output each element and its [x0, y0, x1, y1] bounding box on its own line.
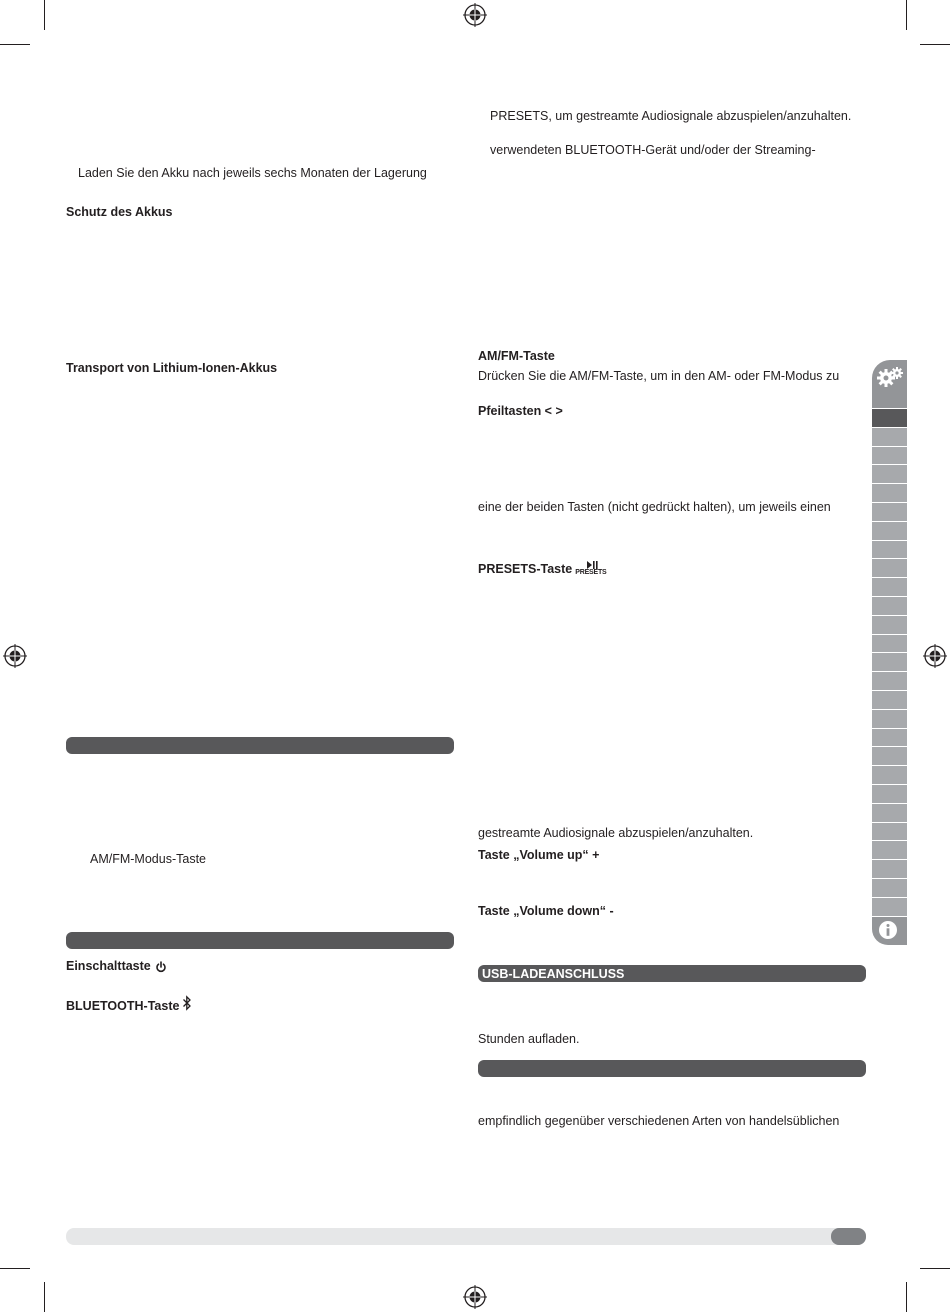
crop-mark — [920, 44, 950, 45]
side-tab[interactable] — [872, 747, 907, 766]
page-number-pill — [831, 1228, 866, 1245]
power-icon — [155, 961, 167, 973]
crop-mark — [906, 0, 907, 30]
amfm-mode-label: AM/FM-Modus-Taste — [90, 852, 206, 866]
side-tab[interactable] — [872, 672, 907, 691]
section-bar — [66, 932, 454, 949]
one-key-line: eine der beiden Tasten (nicht gedrückt halten), um jeweils einen — [478, 500, 831, 514]
side-tab[interactable] — [872, 503, 907, 522]
info-icon — [878, 920, 898, 940]
gear-icon — [875, 365, 905, 389]
section-bar — [66, 737, 454, 754]
side-tab[interactable] — [872, 860, 907, 879]
presets-play-line: PRESETS, um gestreamte Audiosignale abzuspielen/anzuhalten. — [490, 109, 852, 123]
hours-line: Stunden aufladen. — [478, 1032, 580, 1046]
side-tab[interactable] — [872, 898, 907, 917]
side-tab[interactable] — [872, 766, 907, 785]
charge-instruction: Laden Sie den Akku nach jeweils sechs Monaten der Lagerung — [78, 166, 427, 180]
section-bar-usb — [478, 965, 866, 982]
side-tab[interactable] — [872, 522, 907, 541]
crop-mark — [0, 44, 30, 45]
crop-mark — [906, 1282, 907, 1312]
sensitive-line: empfindlich gegenüber verschiedenen Arten von handelsüblichen — [478, 1114, 840, 1128]
registration-mark-icon — [463, 3, 487, 27]
heading-volume-up: Taste „Volume up“ + — [478, 848, 600, 862]
presets-icon-label: PRESETS — [575, 569, 607, 576]
crop-mark — [44, 0, 45, 30]
side-tab[interactable] — [872, 841, 907, 860]
side-tab[interactable] — [872, 729, 907, 748]
heading-bluetooth-button — [66, 998, 192, 1014]
registration-mark-icon — [3, 644, 27, 668]
side-tab[interactable] — [872, 691, 907, 710]
streamed-audio-line: gestreamte Audiosignale abzuspielen/anzuhalten. — [478, 826, 754, 840]
side-tab[interactable] — [872, 541, 907, 560]
side-tab[interactable] — [872, 447, 907, 466]
heading-volume-down: Taste „Volume down“ - — [478, 904, 614, 918]
side-tab-info[interactable] — [872, 917, 907, 945]
side-tab[interactable] — [872, 409, 907, 428]
side-tab[interactable] — [872, 428, 907, 447]
heading-battery-protection: Schutz des Akkus — [66, 205, 173, 219]
section-bar — [478, 1060, 866, 1077]
side-tab[interactable] — [872, 465, 907, 484]
side-tab[interactable] — [872, 597, 907, 616]
bluetooth-icon — [182, 995, 192, 1011]
side-tab[interactable] — [872, 559, 907, 578]
heading-power-button — [66, 959, 167, 974]
heading-battery-transport: Transport von Lithium-Ionen-Akkus — [66, 361, 278, 375]
heading-presets-label: PRESETS-Taste — [478, 562, 573, 576]
crop-mark — [0, 1268, 30, 1269]
side-tab-gear[interactable] — [872, 360, 907, 409]
footer-bar — [66, 1228, 866, 1245]
registration-mark-icon — [463, 1285, 487, 1309]
side-tab[interactable] — [872, 710, 907, 729]
side-tab[interactable] — [872, 653, 907, 672]
amfm-press-line: Drücken Sie die AM/FM-Taste, um in den AM- oder FM-Modus zu — [478, 369, 840, 383]
play-pause-icon — [575, 561, 606, 577]
side-tab[interactable] — [872, 823, 907, 842]
registration-mark-icon — [923, 644, 947, 668]
crop-mark — [920, 1268, 950, 1269]
side-tab[interactable] — [872, 484, 907, 503]
heading-presets-button — [478, 561, 607, 577]
side-tab[interactable] — [872, 879, 907, 898]
heading-amfm-button: AM/FM-Taste — [478, 349, 555, 363]
side-tab[interactable] — [872, 578, 907, 597]
heading-bluetooth-label: BLUETOOTH-Taste — [66, 999, 180, 1013]
crop-mark — [44, 1282, 45, 1312]
side-tab[interactable] — [872, 785, 907, 804]
side-tab[interactable] — [872, 635, 907, 654]
section-title-usb: USB-LADEANSCHLUSS — [482, 967, 625, 981]
side-tab[interactable] — [872, 804, 907, 823]
heading-power-label: Einschalttaste — [66, 959, 151, 973]
bluetooth-device-line: verwendeten BLUETOOTH-Gerät und/oder der Streaming- — [490, 143, 816, 157]
heading-arrow-keys: Pfeiltasten < > — [478, 404, 563, 418]
side-tab-index — [872, 360, 907, 945]
side-tab[interactable] — [872, 616, 907, 635]
